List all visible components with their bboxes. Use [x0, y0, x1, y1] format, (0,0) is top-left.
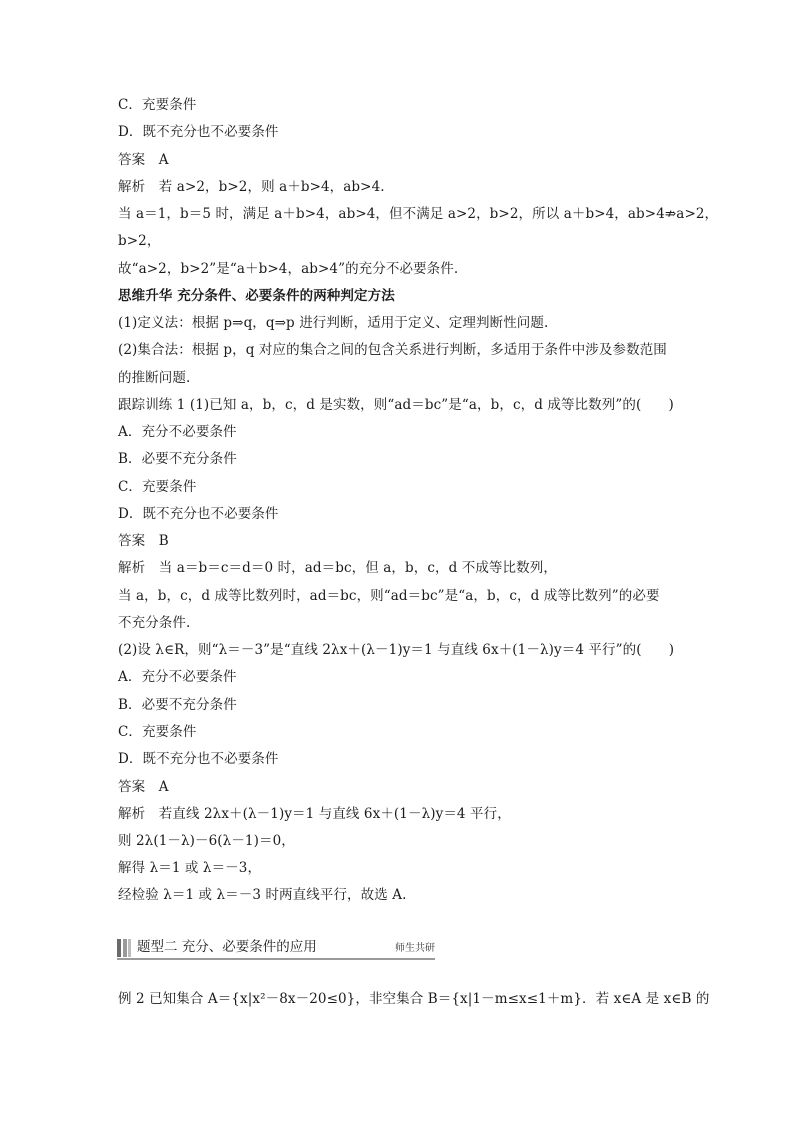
section-title: 题型二 充分、必要条件的应用 — [137, 939, 317, 955]
analysis-1: 解析 若 a>2，b>2，则 a＋b>4，ab>4. — [118, 179, 385, 195]
practice-2-option-d: D．既不充分也不必要条件 — [118, 751, 279, 767]
practice-2-option-c: C．充要条件 — [118, 724, 197, 740]
method-set: (2)集合法：根据 p，q 对应的集合之间的包含关系进行判断，多适用于条件中涉及参数范围 — [118, 342, 667, 358]
practice-1-option-d: D．既不充分也不必要条件 — [118, 506, 279, 522]
answer-3: 答案 A — [118, 779, 169, 795]
practice-question-2: (2)设 λ∈R，则“λ＝－3”是“直线 2λx＋(λ－1)y＝1 与直线 6x＋(1－λ)y＝4 平行”的( ) — [118, 642, 675, 658]
analysis-3-line2: 则 2λ(1－λ)－6(λ－1)＝0， — [118, 833, 295, 849]
analysis-3-line4: 经检验 λ＝1 或 λ＝－3 时两直线平行，故选 A. — [118, 887, 407, 903]
answer-2: 答案 B — [118, 533, 169, 549]
section-tag: 师生共研 — [395, 943, 435, 954]
method-definition: (1)定义法：根据 p⇒q，q⇒p 进行判断，适用于定义、定理判断性问题. — [118, 315, 549, 331]
practice-2-option-b: B．必要不充分条件 — [118, 697, 237, 713]
analysis-3: 解析 若直线 2λx＋(λ－1)y＝1 与直线 6x＋(1－λ)y＝4 平行， — [118, 806, 511, 822]
practice-1-option-a: A．充分不必要条件 — [118, 424, 237, 440]
analysis-1-line2: 当 a＝1，b＝5 时，满足 a＋b>4，ab>4，但不满足 a>2，b>2，所以 a＋b>4，ab>4⇏a>2， — [118, 206, 719, 222]
analysis-1-conclusion: 故“a>2，b>2”是“a＋b>4，ab>4”的充分不必要条件. — [118, 261, 459, 277]
practice-question-1: 跟踪训练 1 (1)已知 a，b，c，d 是实数，则“ad＝bc”是“a，b，c，d 成等比数列”的( ) — [118, 397, 674, 413]
analysis-1-line3: b>2， — [118, 233, 161, 249]
analysis-3-line3: 解得 λ＝1 或 λ＝－3， — [118, 860, 262, 876]
practice-1-option-b: B．必要不充分条件 — [118, 451, 237, 467]
option-d-prev: D．既不充分也不必要条件 — [118, 124, 279, 140]
practice-1-option-c: C．充要条件 — [118, 479, 197, 495]
analysis-2-line2: 当 a，b，c，d 成等比数列时，ad＝bc，则“ad＝bc”是“a，b，c，d 成等比数列”的必要 — [118, 588, 660, 604]
summary-heading: 思维升华 充分条件、必要条件的两种判定方法 — [118, 288, 395, 304]
analysis-2: 解析 当 a＝b＝c＝d＝0 时，ad＝bc，但 a，b，c，d 不成等比数列， — [118, 560, 557, 576]
option-c-prev: C．充要条件 — [118, 97, 197, 113]
section-divider — [117, 958, 435, 960]
method-set-line2: 的推断问题. — [118, 370, 191, 386]
practice-2-option-a: A．充分不必要条件 — [118, 669, 237, 685]
example-2: 例 2 已知集合 A＝{x|x²－8x－20≤0}，非空集合 B＝{x|1－m≤x≤1＋m}．若 x∈A 是 x∈B 的 — [118, 991, 710, 1007]
section-marker-icon — [117, 939, 131, 957]
answer-1: 答案 A — [118, 152, 169, 168]
section-header — [117, 936, 435, 960]
analysis-2-line3: 不充分条件. — [118, 615, 191, 631]
